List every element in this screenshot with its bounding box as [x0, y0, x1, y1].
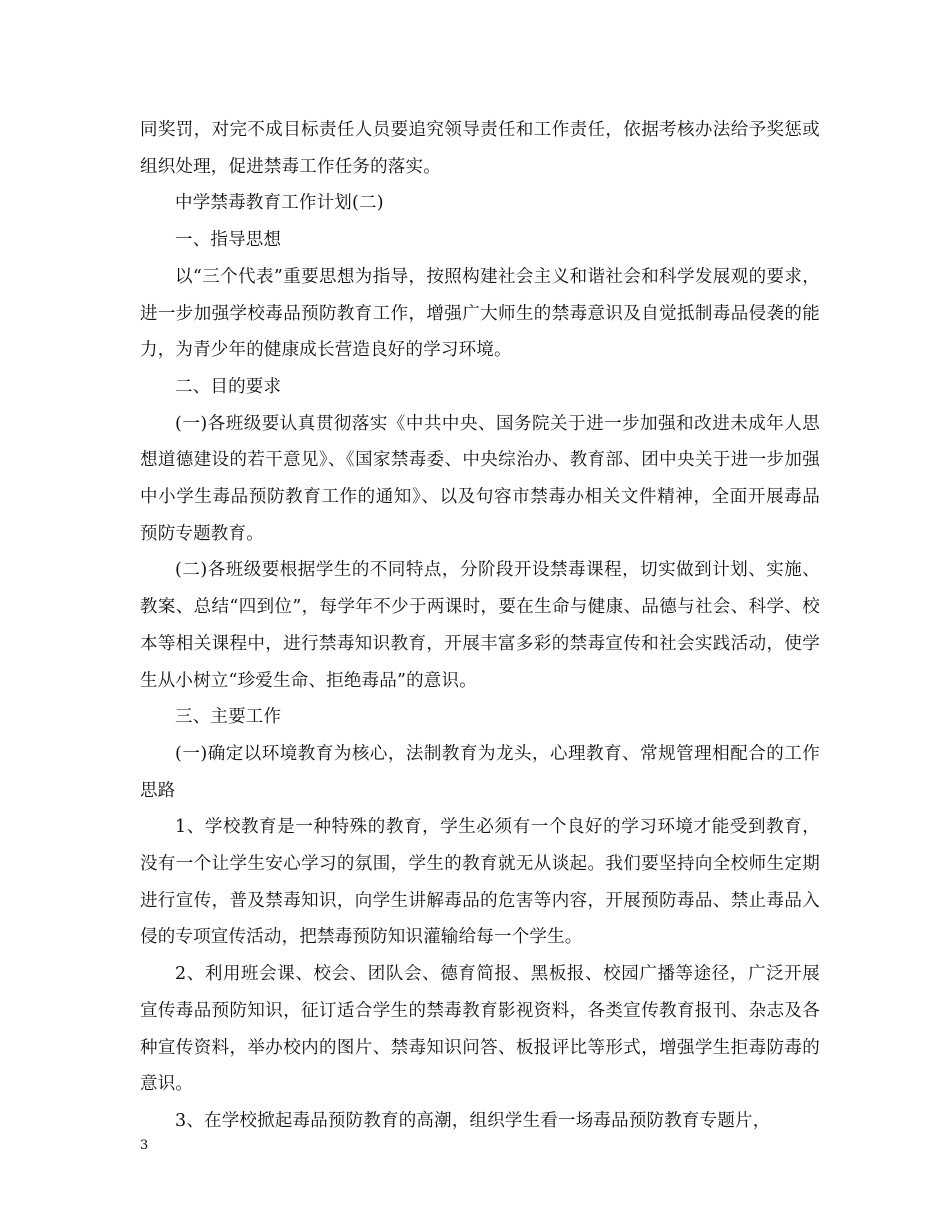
paragraph: 同奖罚，对完不成目标责任人员要追究领导责任和工作责任，依据考核办法给予奖惩或组织处理，促进禁毒工作任务的落实。 — [140, 120, 820, 177]
paragraph: 以“三个代表”重要思想为指导，按照构建社会主义和谐社会和科学发展观的要求，进一步加强学校毒品预防教育工作，增强广大师生的禁毒意识及自觉抵制毒品侵袭的能力，为青少年的健康成长营造良好的学习环境。 — [140, 266, 820, 361]
paragraph: 中学禁毒教育工作计划(二) — [175, 193, 384, 214]
paragraph: (一)各班级要认真贯彻落实《中共中央、国务院关于进一步加强和改进未成年人思想道德建设的若干意见》、《国家禁毒委、中央综治办、教育部、团中央关于进一步加强中小学生毒品预防教育工作的通知》、以及句容市禁毒办相关文件精神，全面开展毒品预防专题教育。 — [140, 413, 820, 544]
paragraph: 二、目的要求 — [175, 376, 282, 397]
paragraph: 三、主要工作 — [175, 707, 282, 728]
paragraph: 1、学校教育是一种特殊的教育，学生必须有一个良好的学习环境才能受到教育，没有一个让学生安心学习的氛围，学生的教育就无从谈起。我们要坚持向全校师生定期进行宣传，普及禁毒知识，向学生讲解毒品的危害等内容，开展预防毒品、禁止毒品入侵的专项宣传活动，把禁毒预防知识灌输给每一个学生。 — [140, 817, 820, 948]
paragraph: 3、在学校掀起毒品预防教育的高潮，组织学生看一场毒品预防教育专题片， — [175, 1110, 771, 1131]
paragraph: (一)确定以环境教育为核心，法制教育为龙头，心理教育、常规管理相配合的工作思路 — [140, 743, 820, 801]
page-number: 3 — [140, 1138, 149, 1153]
paragraph: 2、利用班会课、校会、团队会、德育简报、黑板报、校园广播等途径，广泛开展宣传毒品预防知识，征订适合学生的禁毒教育影视资料，各类宣传教育报刊、杂志及各种宣传资料，举办校内的图片、禁毒知识问答、板报评比等形式，增强学生拒毒防毒的意识。 — [140, 964, 820, 1095]
paragraph: 一、指导思想 — [175, 230, 282, 251]
document-body — [140, 112, 820, 1140]
paragraph: (二)各班级要根据学生的不同特点，分阶段开设禁毒课程，切实做到计划、实施、教案、总结“四到位”，每学年不少于两课时，要在生命与健康、品德与社会、科学、校本等相关课程中，进行禁毒知识教育，开展丰富多彩的禁毒宣传和社会实践活动，使学生从小树立“珍爱生命、拒绝毒品”的意识。 — [140, 560, 820, 691]
